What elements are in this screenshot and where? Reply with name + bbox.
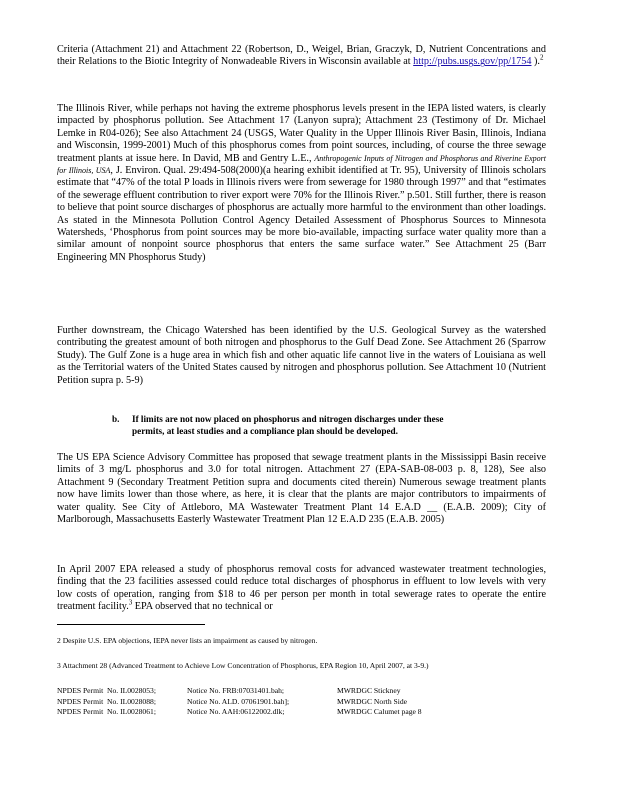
footnote-divider xyxy=(57,624,205,625)
footer-permit-label: NPDES Permit xyxy=(57,686,104,695)
page-footer xyxy=(57,686,557,718)
paragraph-text: , J. Environ. Qual. 29:494-508(2000)(a hearing exhibit identified at Tr. 95), University of Illinois scholars estimate that “47% of the total P loads in Illinois rivers were from sewerage for 1980 through 1997” and that “estimates of the sewerage effluent contribution to river export were 70% for the Illinois River.” p.501. Still further, there is reason to believe that point source discharges of phosphorus are actually more harmful to the environment than other loadings. As stated in the Minnesota Pollution Control Agency Detailed Assessment of Phosphorus Sources to Minnesota Watersheds, ‘Phosphorus from point sources may be more bio-available, impacting surface water quality more than a similar amount of nonpoint source phosphorus that enters the same surface water.” See Attachment 25 (Barr Engineering MN Phosphorus Study) xyxy=(57,165,547,263)
footer-permit-number: No. IL0028061; xyxy=(107,707,156,717)
paragraph-text: ). xyxy=(531,56,540,68)
footer-permit-label: NPDES Permit xyxy=(57,707,104,717)
paragraph-text: EPA observed that no technical or xyxy=(132,601,273,613)
footer-notice: Notice No. AAH:06122002.dlk; xyxy=(187,707,285,717)
section-heading-b xyxy=(112,413,532,437)
heading-line-1: If limits are not now placed on phosphorus and nitrogen discharges under these xyxy=(132,414,444,424)
heading-line-2: permits, at least studies and a compliance plan should be developed. xyxy=(132,426,398,436)
footnote-3: 3 Attachment 28 (Advanced Treatment to Achieve Low Concentration of Phosphorus, EPA Region 10, April 2007, at 3-9.) xyxy=(57,661,429,670)
heading-marker: b. xyxy=(112,414,120,424)
footer-facility: MWRDGC Stickney xyxy=(337,686,401,695)
paragraph-april-2007 xyxy=(57,564,546,614)
footer-permit-label: NPDES Permit xyxy=(57,696,104,706)
paragraph-downstream: Further downstream, the Chicago Watershed has been identified by the U.S. Geological Survey as the watershed contributing the greatest amount of both nitrogen and phosphorus to the Gulf Dead Zone. See Attachment 26 (Sparrow Study). The Gulf Zone is a huge area in which fish and other aquatic life cannot live in the waters of Louisiana as well as the Territorial waters of the United States caused by nitrogen and phosphorus pollution. See Attachment 10 (Nutrient Petition supra p. 5-9) xyxy=(57,325,546,386)
footer-facility: MWRDGC Calumet page 8 xyxy=(337,707,422,717)
paragraph-text: In April 2007 EPA released a study of phosphorus removal costs for advanced wastewater treatment technologies, finding that the 23 facilities assessed could reduce total discharges of phosphorus in effluent to low levels with very low costs of operation, ranging from $18 to 46 per person per month in total sewerage rates to operate the entire treatment facility. xyxy=(57,564,546,613)
footer-facility: MWRDGC North Side xyxy=(337,696,408,706)
paragraph-epa-science: The US EPA Science Advisory Committee has proposed that sewage treatment plants in the Mississippi Basin receive limits of 3 mg/L phosphorus and 3.0 for total nitrogen. Attachment 27 (EPA-SAB-08-003 p. 8, 128), See also Attachment 9 (Secondary Treatment Petition supra and documents cited therein) Numerous sewage treatment plants now have limits lower than those where, as here, it is clear that the plants are major contributors to impairments of water quality. See City of Attleboro, MA Wastewater Treatment Plant 14 E.A.D __ (E.A.B. 2009); City of Marlborough, Massachusetts Easterly Wastewater Treatment Plan 12 E.A.D 235 (E.A.B. 2005) xyxy=(57,452,546,526)
footnote-ref-2[interactable]: 2 xyxy=(539,54,544,63)
footer-row xyxy=(57,707,557,718)
footer-permit-number: No. IL0028088; xyxy=(107,696,156,706)
paragraph-illinois-river xyxy=(57,103,546,264)
footnote-ref-3[interactable]: 3 xyxy=(128,598,133,607)
footer-notice: Notice No. ALD. 07061901.bah]; xyxy=(187,696,290,706)
citation-title: Anthropogenic Inputs of Nitrogen and Phosphorus and Riverine Export for Illinois, USA xyxy=(57,153,546,176)
footer-notice: Notice No. FRB:07031401.bah; xyxy=(187,686,285,695)
footer-row xyxy=(57,697,557,708)
footer-permit-number: No. IL0028053; xyxy=(107,686,156,695)
paragraph-text: The Illinois River, while perhaps not having the extreme phosphorus levels present in the IEPA listed waters, is clearly impacted by phosphorus pollution. See Attachment 17 (Lanyon supra); Attachment 23 (Testimony of Dr. Michael Lemke in R04-026); See also Attachment 24 (USGS, Water Quality in the Upper Illinois River Basin, Illinois, Indiana and Wisconsin, 1999-2001) Much of this phosphorus comes from point sources, including, of course the three sewage treatment plants at issue here. In David, MB and Gentry L.E., xyxy=(57,103,546,164)
usgs-link[interactable]: http://pubs.usgs.gov/pp/1754 xyxy=(413,56,532,68)
footnote-2: 2 Despite U.S. EPA objections, IEPA never lists an impairment as caused by nitrogen. xyxy=(57,636,318,645)
paragraph-text: Criteria (Attachment 21) and Attachment 22 (Robertson, D., Weigel, Brian, Graczyk, D, Nutrient Concentrations and their Relations to the Biotic Integrity of Nonwadeable Rivers in Wisconsin available at xyxy=(57,44,546,68)
footer-row xyxy=(57,686,557,697)
paragraph-criteria xyxy=(57,44,546,69)
